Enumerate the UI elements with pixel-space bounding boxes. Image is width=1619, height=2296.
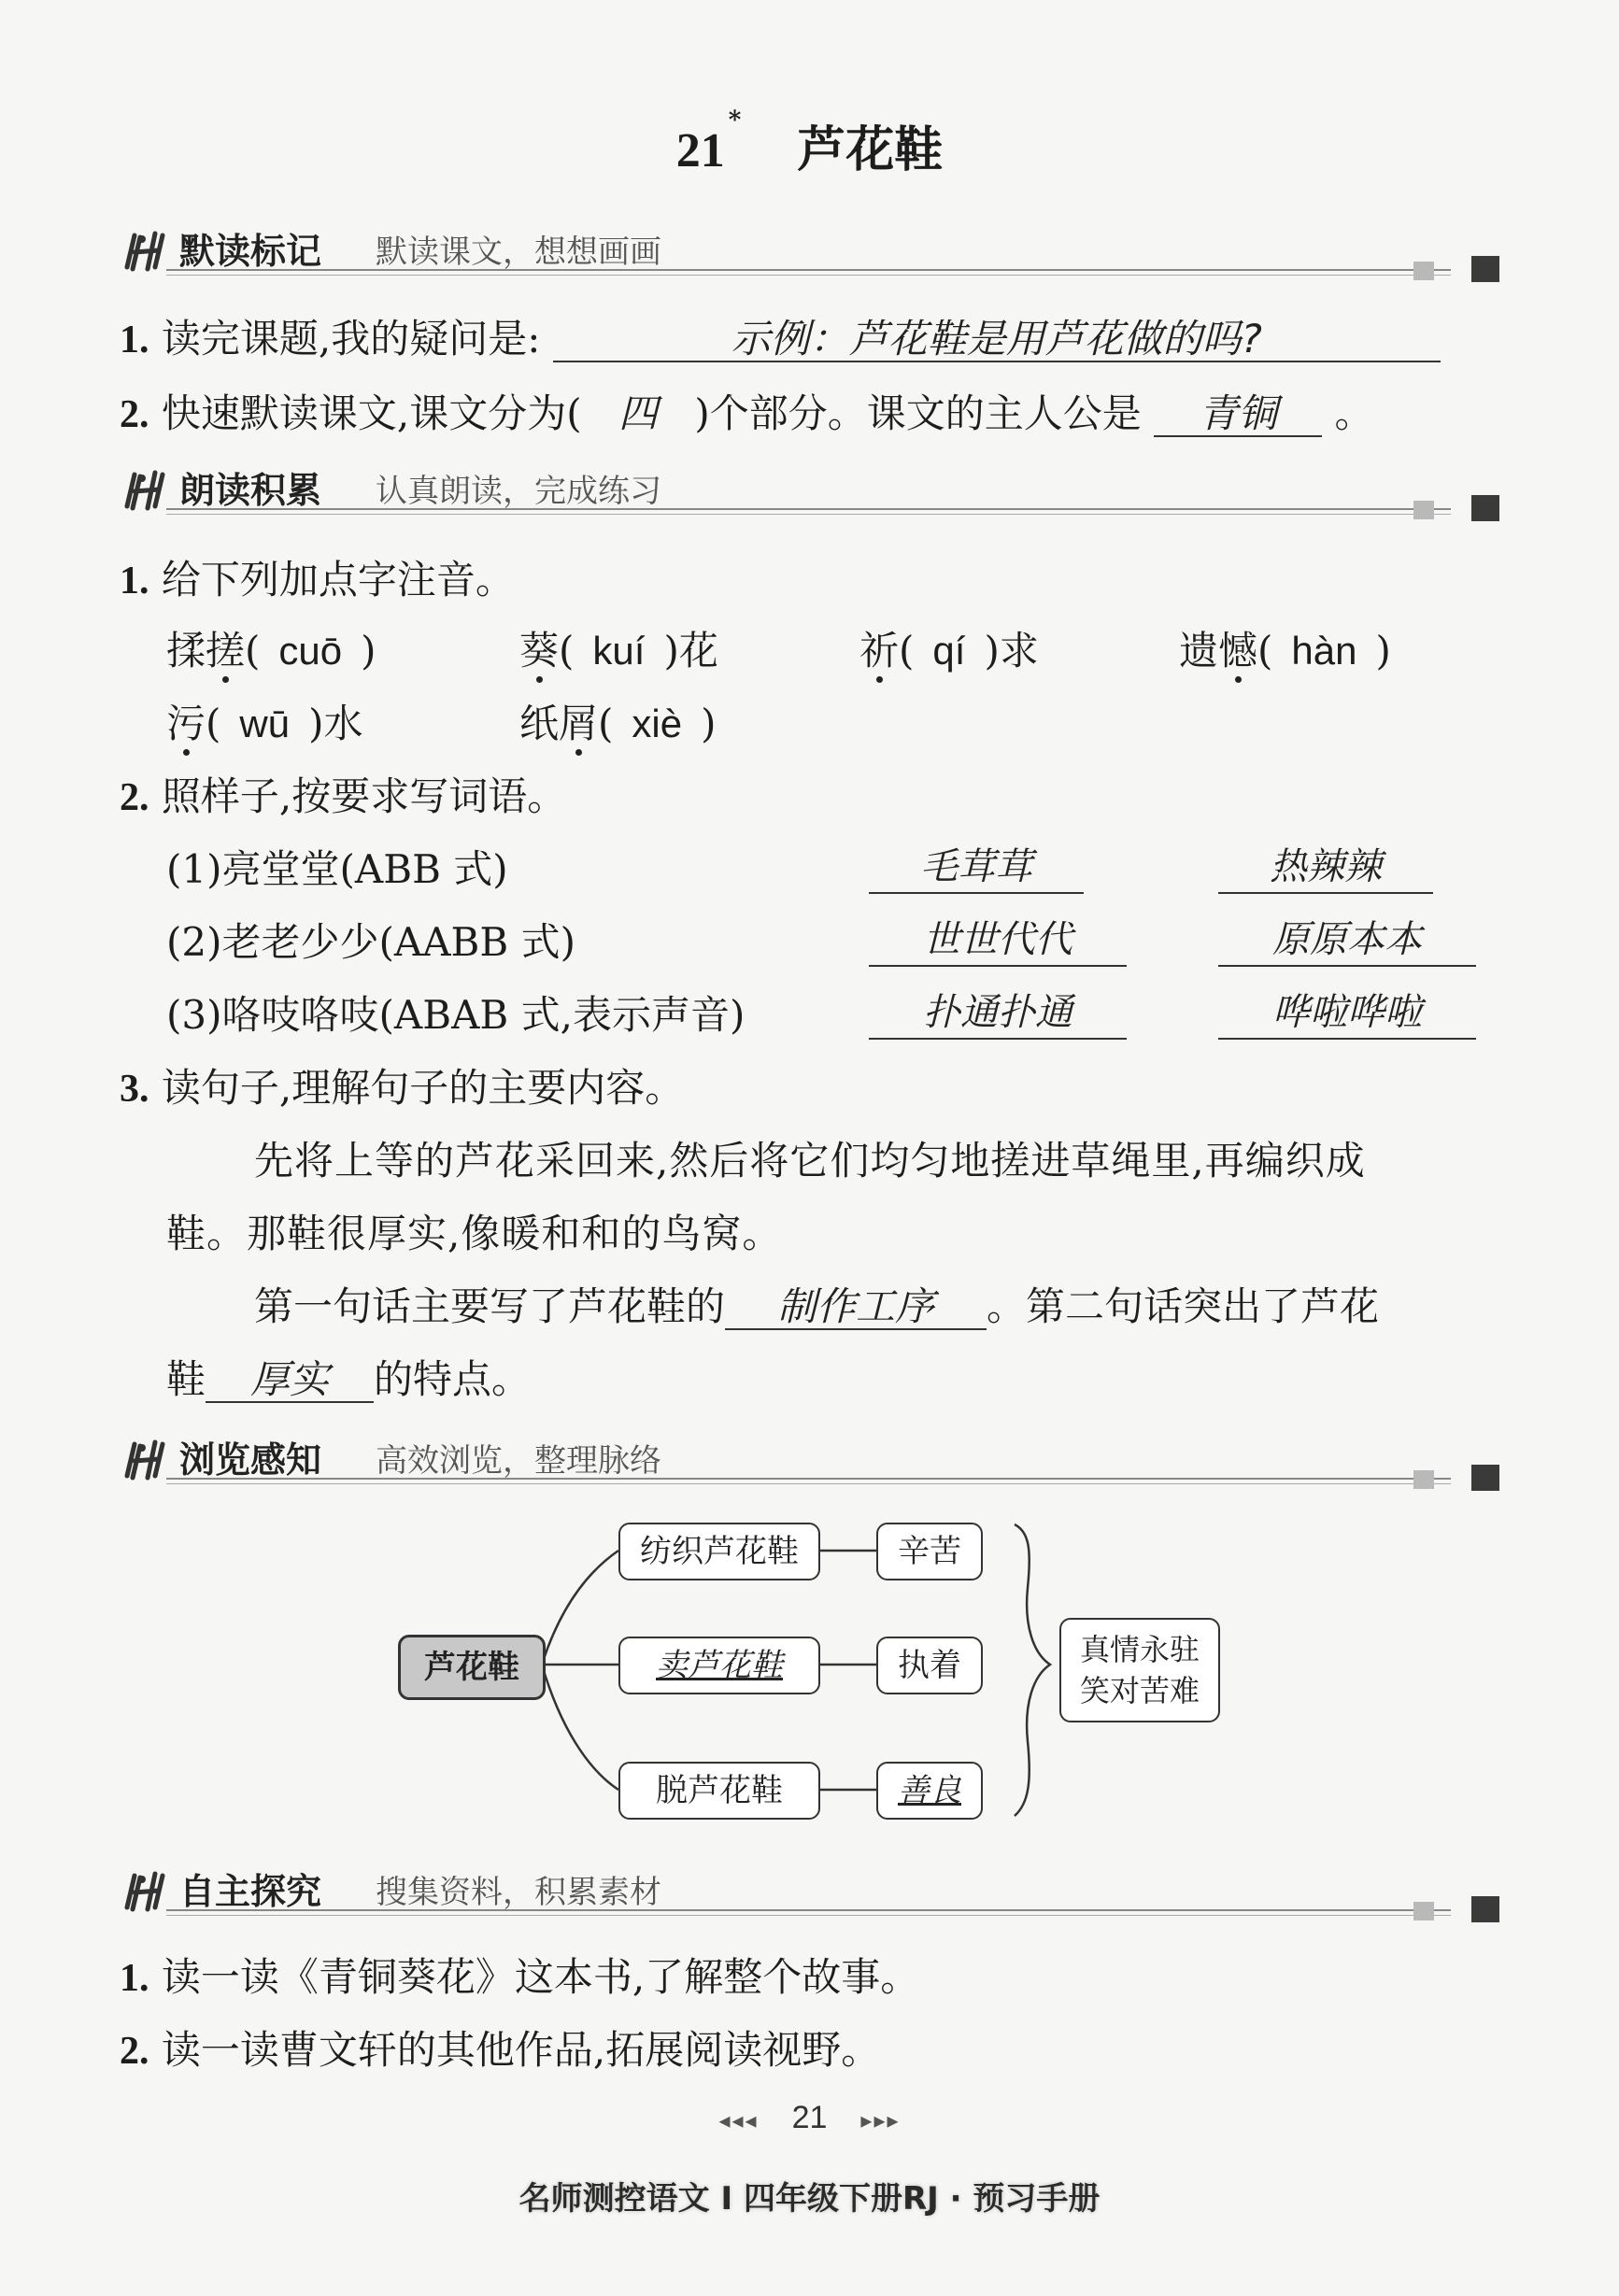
dotted-char: 祈 — [859, 628, 900, 673]
explore-item — [120, 1947, 919, 2003]
pattern-label: (2)老老少少(AABB 式) — [166, 919, 576, 965]
pinyin-answer: cuō — [278, 629, 343, 673]
section-subtitle: 认真朗读，完成练习 — [376, 473, 661, 510]
char: 求 — [999, 628, 1039, 673]
diagram-trait: 执着 — [876, 1637, 983, 1694]
question-prompt: 给下列加点字注音。 — [161, 557, 515, 602]
diagram-event: 脱芦花鞋 — [618, 1762, 820, 1820]
pinyin-answer: qí — [932, 629, 966, 673]
question-prompt: 读句子,理解句子的主要内容。 — [161, 1065, 685, 1111]
section-title: 浏览感知 — [179, 1439, 322, 1481]
page-number: 21 — [791, 2100, 828, 2135]
question-text: )个部分。课文的主人公是 — [694, 390, 1142, 436]
answer-protagonist: 青铜 — [1154, 392, 1322, 437]
optional-lesson-mark: * — [728, 106, 742, 135]
pattern-answer: 热辣辣 — [1218, 837, 1433, 894]
section-title: 朗读积累 — [179, 470, 322, 511]
pinyin-item: 祈( qí )求 — [859, 628, 1039, 673]
summary-line: 真情永驻 — [1079, 1632, 1200, 1667]
lesson-number: 21 — [675, 124, 725, 177]
char: 水 — [323, 701, 363, 746]
question-number: 1. — [120, 319, 149, 361]
text: 。第二句话突出了芦花 — [987, 1283, 1380, 1329]
pattern-answer: 哗啦哗啦 — [1218, 983, 1476, 1040]
item-number: 1. — [120, 1957, 149, 2000]
pinyin-item: 纸屑( xiè ) — [519, 701, 717, 746]
question-number: 3. — [120, 1068, 149, 1111]
question-prompt: 读完课题,我的疑问是: — [161, 316, 541, 361]
question-end: 。 — [1334, 390, 1374, 436]
passage-line: 先将上等的芦花采回来,然后将它们均匀地搓进草绳里,再编织成 — [254, 1138, 1366, 1183]
next-arrows-icon: ▸▸▸ — [860, 2108, 901, 2133]
char: 花 — [678, 628, 718, 673]
answer-process: 制作工序 — [725, 1285, 987, 1330]
question-text: 快速默读课文,课文分为( — [161, 390, 582, 436]
pattern-label: (1)亮堂堂(ABB 式) — [166, 846, 508, 892]
pinyin-item: 揉搓( cuō ) — [166, 628, 376, 673]
decor-square-dark — [1471, 1896, 1499, 1922]
pinyin-answer: hàn — [1291, 629, 1357, 673]
pinyin-item: 葵( kuí )花 — [519, 628, 718, 673]
question-number: 1. — [120, 560, 149, 602]
dotted-char: 屑 — [559, 701, 599, 746]
decor-square — [1413, 1902, 1434, 1920]
prev-arrows-icon: ◂◂◂ — [718, 2108, 759, 2133]
section-header-explore — [121, 1861, 1499, 1920]
diagram-summary — [1059, 1618, 1220, 1722]
section-title: 默读标记 — [179, 231, 322, 272]
pattern-answer: 原原本本 — [1218, 910, 1476, 967]
pattern-answer: 世世代代 — [869, 910, 1127, 967]
pinyin-item: 遗憾( hàn ) — [1179, 628, 1391, 673]
question-number: 2. — [120, 393, 149, 436]
char: 遗 — [1179, 628, 1219, 673]
pinyin-answer: kuí — [592, 629, 646, 673]
text: 第一句话主要写了芦花鞋的 — [254, 1283, 726, 1329]
lesson-name: 芦花鞋 — [797, 121, 944, 178]
dotted-char: 污 — [166, 701, 206, 746]
text: 的特点。 — [374, 1356, 532, 1402]
dotted-char: 葵 — [519, 628, 560, 673]
diagram-trait: 善良 — [876, 1762, 983, 1820]
pattern-answer: 毛茸茸 — [869, 837, 1084, 894]
char: 揉 — [166, 628, 206, 673]
diagram-event: 纺织芦花鞋 — [618, 1523, 820, 1580]
text: 鞋 — [166, 1356, 206, 1402]
book-footer: 名师测控语文 I 四年级下册RJ · 预习手册 — [518, 2180, 1101, 2218]
diagram-trait: 辛苦 — [876, 1523, 983, 1580]
page-number-bar — [0, 2100, 1619, 2136]
item-text: 读一读《青铜葵花》这本书,了解整个故事。 — [161, 1954, 920, 2000]
item-number: 2. — [120, 2030, 149, 2073]
item-text: 读一读曹文轩的其他作品,拓展阅读视野。 — [161, 2027, 881, 2073]
answer-feature: 厚实 — [206, 1358, 374, 1403]
char: 纸 — [519, 701, 560, 746]
answer-part-count: 四 — [618, 390, 658, 436]
pattern-answer: 扑通扑通 — [869, 983, 1127, 1040]
diagram-center: 芦花鞋 — [398, 1635, 546, 1700]
section-h-icon — [121, 1868, 178, 1915]
section-title: 自主探究 — [179, 1871, 322, 1912]
explore-item — [120, 2020, 880, 2076]
diagram-event: 卖芦花鞋 — [618, 1637, 820, 1694]
dotted-char: 憾 — [1218, 628, 1258, 673]
section-subtitle: 高效浏览，整理脉络 — [376, 1442, 661, 1480]
question-prompt: 照样子,按要求写词语。 — [161, 773, 567, 819]
passage-line: 鞋。那鞋很厚实,像暖和和的鸟窝。 — [166, 1211, 783, 1256]
pattern-label: (3)咯吱咯吱(ABAB 式,表示声音) — [166, 992, 746, 1038]
question-number: 2. — [120, 776, 149, 819]
pinyin-answer: wū — [239, 702, 291, 745]
section-subtitle: 搜集资料，积累素材 — [376, 1874, 661, 1911]
pinyin-answer: xiè — [632, 702, 683, 745]
pinyin-item: 污( wū )水 — [166, 701, 363, 746]
dotted-char: 搓 — [206, 628, 246, 673]
section-subtitle: 默读课文，想想画画 — [376, 234, 661, 271]
answer-doubt: 示例：芦花鞋是用芦花做的吗? — [553, 318, 1441, 362]
summary-line: 笑对苦难 — [1079, 1673, 1200, 1708]
